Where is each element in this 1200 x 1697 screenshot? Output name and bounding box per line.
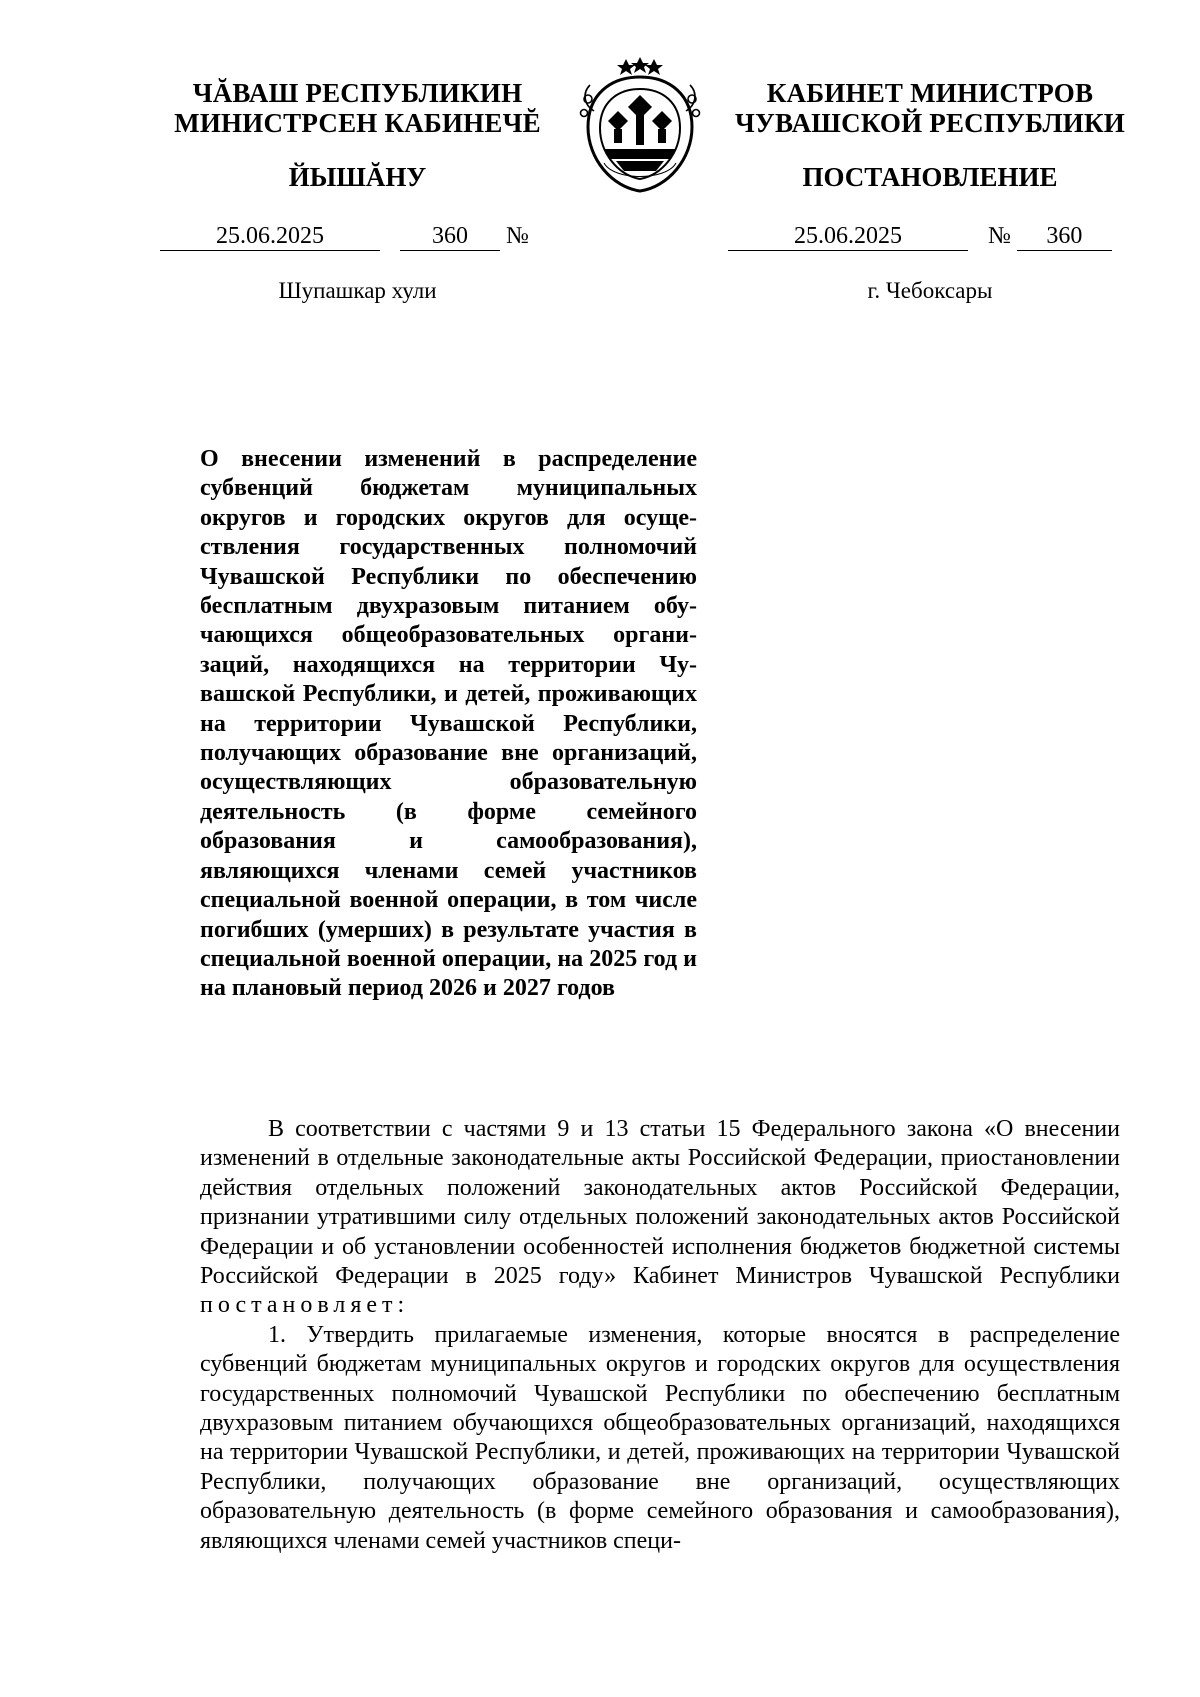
document-body — [200, 1115, 1120, 1556]
registration-number-left: 360 — [400, 222, 500, 251]
chuvash-republic-coat-of-arms-icon — [570, 55, 710, 195]
header-right-line1: КАБИНЕТ МИНИСТРОВ — [766, 78, 1094, 108]
header-left-title — [150, 78, 565, 138]
document-title: О внесении изменений в распределение субвенций бюджетам муниципальных округов и городских округов для осуществления государственных полномочий Чувашской Республики по обеспечению бесплатным двухразовым питанием обучающихся общеобразовательных организаций, находящихся на территории Чувашской Республики, и детей, проживающих на территории Чувашской Республики, получающих образование вне организаций, осуществляющих образовательную деятельность (в форме семейного образования и самообразования), являющихся членами семей участников специальной военной операции, в том числе погибших (умерших) в результате участия в специальной военной операции, на 2025 год и на плановый период 2026 и 2027 годов — [200, 446, 697, 1002]
registration-date-left: 25.06.2025 — [160, 222, 380, 251]
registration-number-right: 360 — [1017, 222, 1112, 251]
number-sign-right: № — [988, 223, 1011, 249]
registration-right — [728, 222, 1112, 251]
registration-date-right: 25.06.2025 — [728, 222, 968, 251]
header-left-line1: ЧĂВАШ РЕСПУБЛИКИН — [192, 78, 523, 108]
header-left-line2: МИНИСТРСЕН КАБИНЕЧĔ — [174, 108, 541, 138]
number-sign-left: № — [506, 223, 529, 249]
registration-left — [160, 222, 529, 251]
body-paragraph-1-decree-word: постановляет: — [200, 1292, 410, 1319]
header-right-title — [720, 78, 1140, 138]
doctype-right: ПОСТАНОВЛЕНИЕ — [802, 162, 1058, 192]
doctype-left: ЙЫШĂНУ — [288, 162, 427, 192]
place-right: г. Чебоксары — [867, 278, 993, 303]
header-right-line2: ЧУВАШСКОЙ РЕСПУБЛИКИ — [735, 108, 1125, 138]
body-paragraph-1 — [200, 1115, 1120, 1321]
place-left: Шупашкар хули — [278, 278, 437, 303]
body-paragraph-2: 1. Утвердить прилагаемые изменения, которые вносятся в распределение субвенций бюджетам муниципальных округов и городских округов для осуществления государственных полномочий Чувашской Республики по обеспечению бесплатным двухразовым питанием обучающихся общеобразовательных организаций, находящихся на территории Чувашской Республики, и детей, проживающих на территории Чувашской Республики, получающих образование вне организаций, осуществляющих образовательную деятельность (в форме семейного образования и самообразования), являющихся членами семей участников специ- — [200, 1321, 1120, 1554]
body-paragraph-1-text: В соответствии с частями 9 и 13 статьи 15 Федерального закона «О внесении изменений в отдельные законодательные акты Российской Федерации, приостановлении действия отдельных положений законодательных актов Российской Федерации, признании утратившими силу отдельных положений законодательных актов Российской Федерации и об установлении особенностей исполнения бюджетов бюджетной системы Российской Федерации в 2025 году» Кабинет Министров Чувашской Республики — [200, 1116, 1120, 1290]
